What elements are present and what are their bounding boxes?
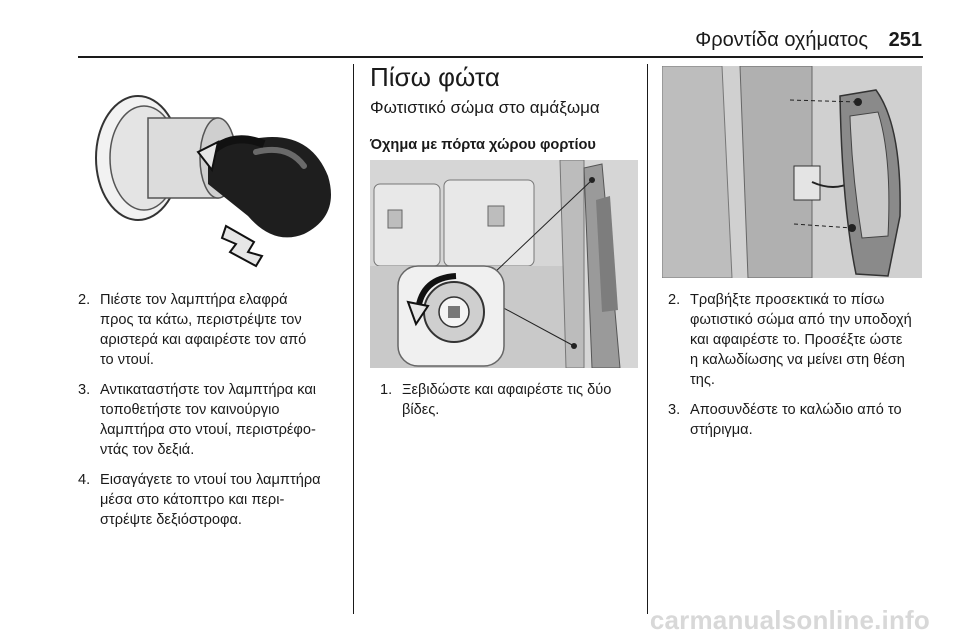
- step-line: το ντουί.: [100, 352, 154, 368]
- step-2-right: [668, 290, 930, 390]
- step-line: και αφαιρέστε το. Προσέξτε ώστε: [690, 332, 903, 348]
- step-number: 2.: [78, 292, 91, 308]
- step-line: Πιέστε τον λαμπτήρα ελαφρά: [100, 292, 288, 308]
- page-header-title: Φροντίδα οχήματος: [695, 29, 868, 51]
- step-text: [690, 290, 930, 390]
- step-line: στήριγμα.: [690, 422, 753, 438]
- step-line: Αποσυνδέστε το καλώδιο από το: [690, 402, 902, 418]
- page-number: 251: [888, 29, 922, 51]
- step-number: 3.: [78, 382, 91, 398]
- column-divider-left: [353, 64, 354, 614]
- step-line: η καλωδίωσης να μείνει στη θέση: [690, 352, 905, 368]
- cargo-door-drawing: [370, 160, 638, 368]
- step-1-middle: [380, 380, 642, 420]
- column-divider-right: [647, 64, 648, 614]
- step-3-right: [668, 400, 930, 440]
- step-line: της.: [690, 372, 715, 388]
- step-number: 1.: [380, 382, 393, 398]
- step-line: προς τα κάτω, περιστρέψτε τον: [100, 312, 302, 328]
- step-line: Τραβήξτε προσεκτικά το πίσω: [690, 292, 885, 308]
- step-line: τοποθετήστε τον καινούργιο: [100, 402, 280, 418]
- vehicle-variant-label: Όχημα με πόρτα χώρου φορτίου: [370, 137, 596, 153]
- bulb-removal-illustration: [78, 66, 344, 278]
- step-line: Εισαγάγετε το ντουί του λαμπτήρα: [100, 472, 321, 488]
- step-number: 3.: [668, 402, 681, 418]
- step-line: βίδες.: [402, 402, 440, 418]
- step-text: [402, 380, 642, 420]
- lamp-pull-illustration: [662, 66, 922, 278]
- bulb-socket-drawing: [78, 66, 344, 278]
- step-line: στρέψτε δεξιόστροφα.: [100, 512, 242, 528]
- step-number: 4.: [78, 472, 91, 488]
- watermark: carmanualsonline.info: [649, 605, 930, 635]
- step-line: αριστερά και αφαιρέστε τον από: [100, 332, 307, 348]
- step-line: Ξεβιδώστε και αφαιρέστε τις δύο: [402, 382, 612, 398]
- left-steps-list: [78, 290, 350, 540]
- step-line: Αντικαταστήστε τον λαμπτήρα και: [100, 382, 317, 398]
- middle-steps-list: [380, 380, 642, 430]
- section-subtitle: Φωτιστικό σώμα στο αμάξωμα: [370, 98, 600, 117]
- tail-lamp-housing-drawing: [662, 66, 922, 278]
- step-line: φωτιστικό σώμα από την υποδοχή: [690, 312, 912, 328]
- step-2-left: [78, 290, 350, 370]
- step-line: μέσα στο κάτοπτρο και περι-: [100, 492, 285, 508]
- header-rule: [78, 56, 923, 58]
- step-number: 2.: [668, 292, 681, 308]
- step-text: [100, 470, 350, 530]
- step-text: [100, 380, 350, 460]
- step-text: [690, 400, 930, 440]
- section-title: Πίσω φώτα: [370, 62, 500, 92]
- step-text: [100, 290, 350, 370]
- step-line: λαμπτήρα στο ντουί, περιστρέφο-: [100, 422, 316, 438]
- right-steps-list: [668, 290, 930, 450]
- step-4-left: [78, 470, 350, 530]
- screw-removal-illustration: [370, 160, 638, 368]
- step-3-left: [78, 380, 350, 460]
- step-line: ντάς τον δεξιά.: [100, 442, 195, 458]
